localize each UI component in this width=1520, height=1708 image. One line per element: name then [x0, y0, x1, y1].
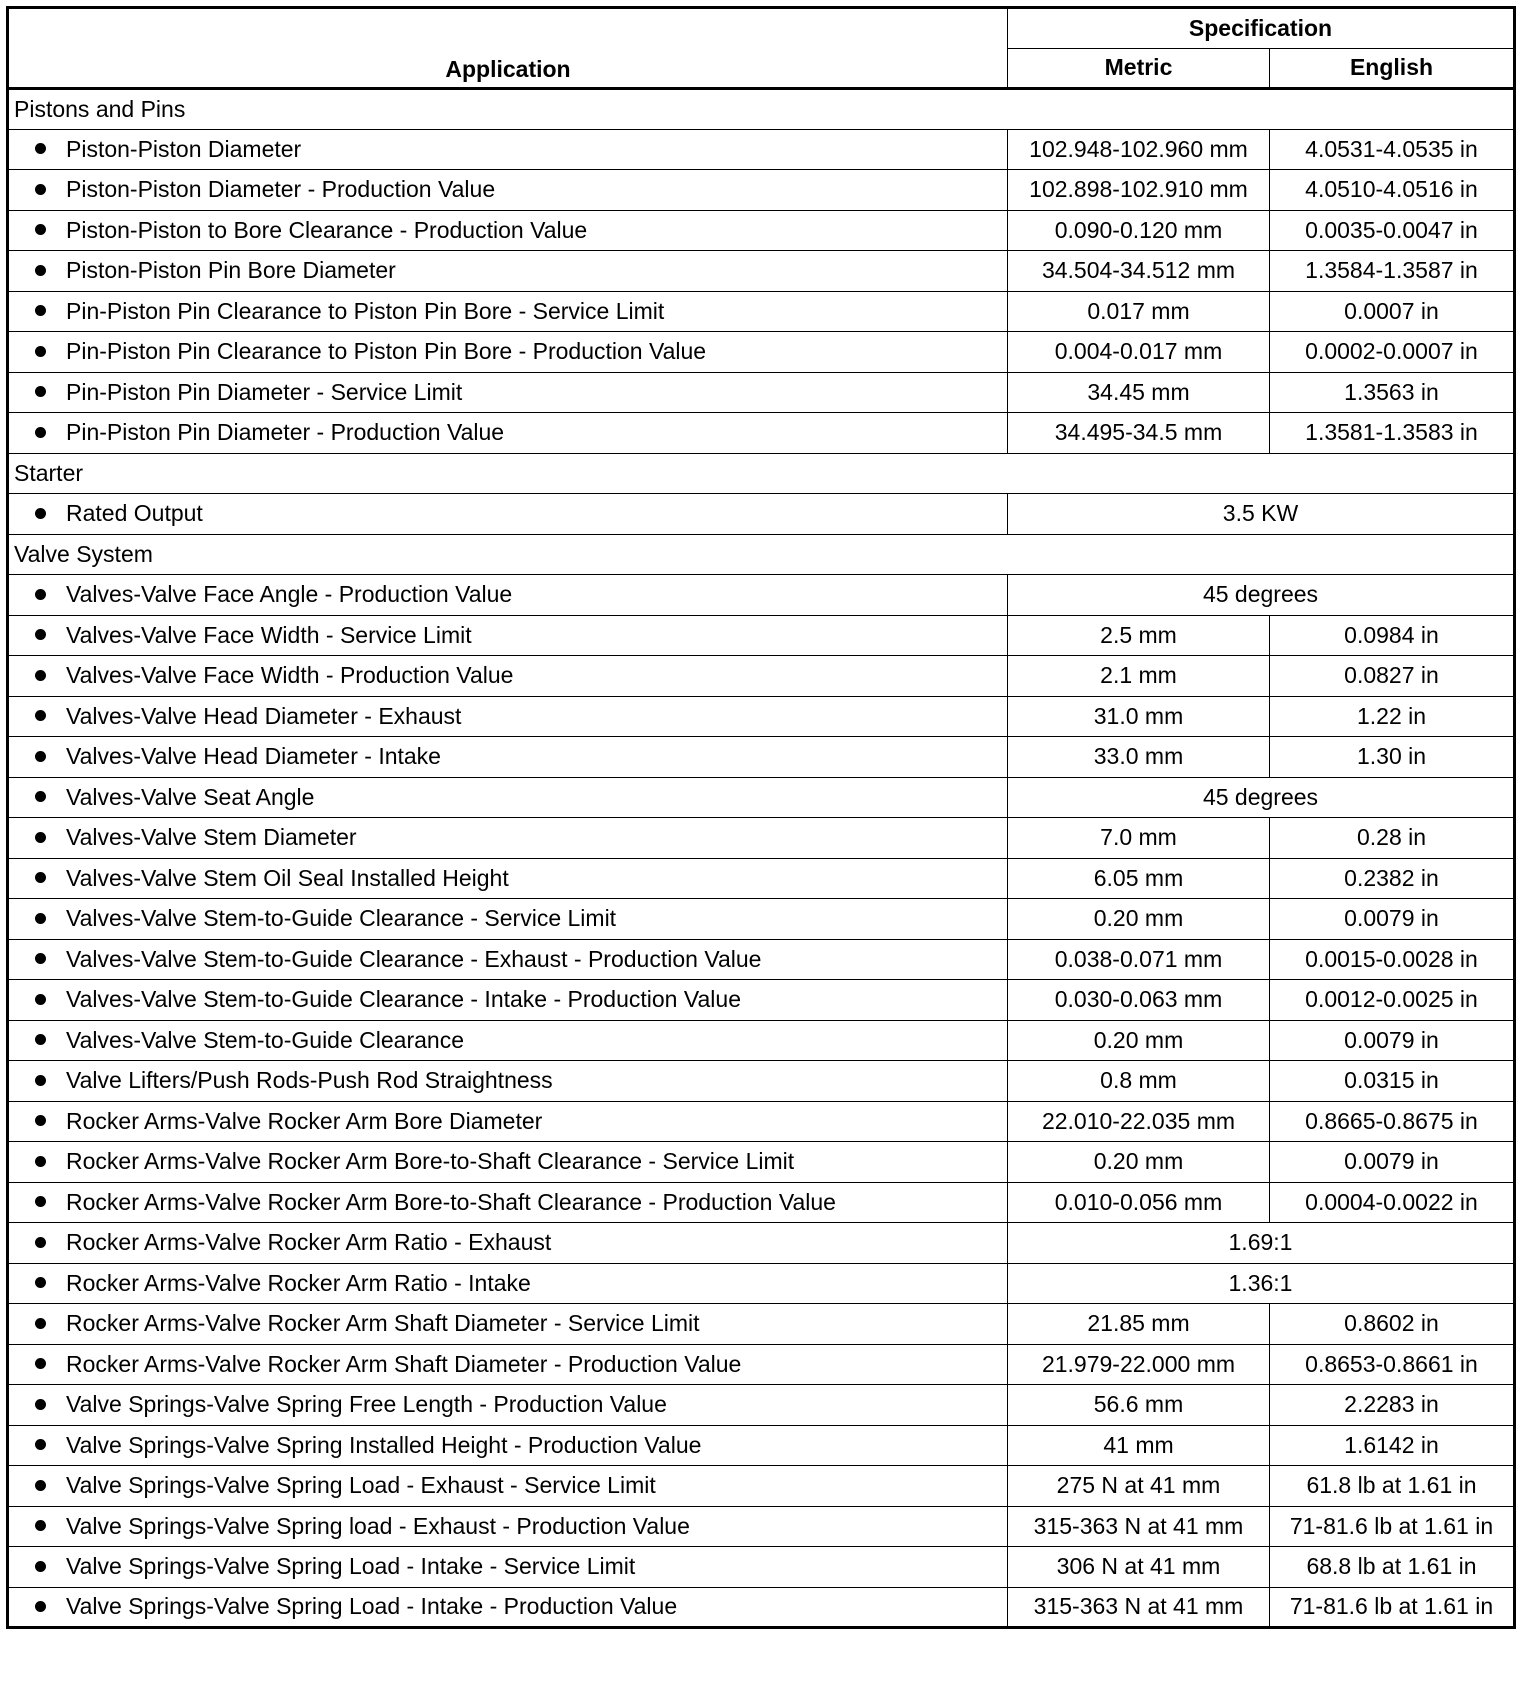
english-value-cell: 1.22 in [1270, 696, 1515, 737]
bullet-icon [35, 832, 46, 843]
application-cell [8, 615, 1008, 656]
application-label: Rocker Arms-Valve Rocker Arm Bore-to-Shaft Clearance - Production Value [66, 1188, 836, 1215]
english-value-cell: 0.2382 in [1270, 858, 1515, 899]
application-label: Valve Springs-Valve Spring Load - Intake - Production Value [66, 1593, 678, 1620]
table-row [8, 1506, 1515, 1547]
bullet-icon [35, 994, 46, 1005]
english-value-cell: 0.28 in [1270, 818, 1515, 859]
application-cell [8, 1020, 1008, 1061]
application-label: Valves-Valve Stem Oil Seal Installed Height [66, 864, 509, 891]
combined-value-cell: 3.5 KW [1008, 494, 1515, 535]
table-row [8, 1547, 1515, 1588]
table-row [8, 170, 1515, 211]
table-row [8, 413, 1515, 454]
metric-value-cell: 41 mm [1008, 1425, 1270, 1466]
application-cell [8, 1587, 1008, 1628]
application-cell [8, 1425, 1008, 1466]
application-label: Rocker Arms-Valve Rocker Arm Bore Diameter [66, 1107, 543, 1134]
english-value-cell: 0.8602 in [1270, 1304, 1515, 1345]
table-row [8, 939, 1515, 980]
table-row [8, 1344, 1515, 1385]
application-cell [8, 1547, 1008, 1588]
bullet-icon [35, 386, 46, 397]
application-cell [8, 1182, 1008, 1223]
table-row [8, 1142, 1515, 1183]
application-cell [8, 291, 1008, 332]
section-row [8, 453, 1515, 494]
table-row [8, 980, 1515, 1021]
bullet-icon [35, 1561, 46, 1572]
table-header [8, 8, 1515, 89]
bullet-icon [35, 872, 46, 883]
bullet-icon [35, 1520, 46, 1531]
english-value-cell: 1.6142 in [1270, 1425, 1515, 1466]
application-cell [8, 332, 1008, 373]
application-label: Valve Springs-Valve Spring Free Length - Production Value [66, 1391, 667, 1418]
table-row [8, 1020, 1515, 1061]
bullet-icon [35, 1601, 46, 1612]
metric-value-cell: 2.1 mm [1008, 656, 1270, 697]
application-cell [8, 980, 1008, 1021]
metric-value-cell: 56.6 mm [1008, 1385, 1270, 1426]
table-row [8, 858, 1515, 899]
section-title: Starter [8, 453, 1515, 494]
metric-value-cell: 102.898-102.910 mm [1008, 170, 1270, 211]
application-cell [8, 1101, 1008, 1142]
bullet-icon [35, 670, 46, 681]
table-row [8, 494, 1515, 535]
application-cell [8, 1061, 1008, 1102]
table-row [8, 899, 1515, 940]
table-row [8, 372, 1515, 413]
application-label: Valve Springs-Valve Spring Installed Height - Production Value [66, 1431, 702, 1458]
english-value-cell: 0.0079 in [1270, 899, 1515, 940]
table-row [8, 737, 1515, 778]
bullet-icon [35, 710, 46, 721]
application-label: Piston-Piston Diameter - Production Value [66, 176, 496, 203]
english-value-cell: 2.2283 in [1270, 1385, 1515, 1426]
english-value-cell: 1.3563 in [1270, 372, 1515, 413]
bullet-icon [35, 1075, 46, 1086]
application-label: Rocker Arms-Valve Rocker Arm Shaft Diameter - Production Value [66, 1350, 742, 1377]
application-label: Pin-Piston Pin Clearance to Piston Pin Bore - Service Limit [66, 297, 665, 324]
bullet-icon [35, 629, 46, 640]
bullet-icon [35, 1318, 46, 1329]
bullet-icon [35, 913, 46, 924]
application-cell [8, 818, 1008, 859]
table-row [8, 1182, 1515, 1223]
metric-value-cell: 2.5 mm [1008, 615, 1270, 656]
bullet-icon [35, 305, 46, 316]
application-cell [8, 251, 1008, 292]
english-value-cell: 68.8 lb at 1.61 in [1270, 1547, 1515, 1588]
application-cell [8, 170, 1008, 211]
application-cell [8, 939, 1008, 980]
application-label: Pin-Piston Pin Diameter - Service Limit [66, 378, 463, 405]
application-label: Rated Output [66, 500, 203, 527]
table-row [8, 777, 1515, 818]
english-value-cell: 0.0079 in [1270, 1142, 1515, 1183]
bullet-icon [35, 1480, 46, 1491]
table-row [8, 1101, 1515, 1142]
application-cell [8, 494, 1008, 535]
metric-value-cell: 0.010-0.056 mm [1008, 1182, 1270, 1223]
bullet-icon [35, 508, 46, 519]
english-value-cell: 0.0004-0.0022 in [1270, 1182, 1515, 1223]
application-cell [8, 1142, 1008, 1183]
english-value-cell: 0.0079 in [1270, 1020, 1515, 1061]
application-cell [8, 1466, 1008, 1507]
application-label: Piston-Piston to Bore Clearance - Production Value [66, 216, 588, 243]
english-value-cell: 61.8 lb at 1.61 in [1270, 1466, 1515, 1507]
table-row [8, 1385, 1515, 1426]
english-value-cell: 71-81.6 lb at 1.61 in [1270, 1587, 1515, 1628]
application-label: Valves-Valve Face Width - Service Limit [66, 621, 472, 648]
metric-value-cell: 102.948-102.960 mm [1008, 129, 1270, 170]
bullet-icon [35, 224, 46, 235]
table-row [8, 696, 1515, 737]
application-label: Rocker Arms-Valve Rocker Arm Ratio - Exhaust [66, 1229, 552, 1256]
application-label: Rocker Arms-Valve Rocker Arm Shaft Diameter - Service Limit [66, 1310, 700, 1337]
metric-value-cell: 0.8 mm [1008, 1061, 1270, 1102]
application-cell [8, 1385, 1008, 1426]
application-label: Valves-Valve Stem Diameter [66, 824, 357, 851]
metric-value-cell: 315-363 N at 41 mm [1008, 1587, 1270, 1628]
english-value-cell: 0.0015-0.0028 in [1270, 939, 1515, 980]
application-label: Valves-Valve Face Width - Production Value [66, 662, 514, 689]
application-label: Pin-Piston Pin Diameter - Production Value [66, 419, 505, 446]
english-value-cell: 0.0007 in [1270, 291, 1515, 332]
metric-value-cell: 275 N at 41 mm [1008, 1466, 1270, 1507]
application-cell [8, 656, 1008, 697]
application-label: Valve Springs-Valve Spring Load - Intake - Service Limit [66, 1553, 636, 1580]
application-label: Valves-Valve Face Angle - Production Value [66, 581, 513, 608]
bullet-icon [35, 184, 46, 195]
english-value-cell: 0.8665-0.8675 in [1270, 1101, 1515, 1142]
bullet-icon [35, 1439, 46, 1450]
english-value-cell: 71-81.6 lb at 1.61 in [1270, 1506, 1515, 1547]
bullet-icon [35, 589, 46, 600]
table-row [8, 291, 1515, 332]
application-cell [8, 372, 1008, 413]
english-value-cell: 0.0035-0.0047 in [1270, 210, 1515, 251]
bullet-icon [35, 953, 46, 964]
specification-table [6, 6, 1516, 1629]
english-value-cell: 0.0315 in [1270, 1061, 1515, 1102]
bullet-icon [35, 1358, 46, 1369]
specification-column-header: Specification [1008, 8, 1515, 49]
table-row [8, 1425, 1515, 1466]
metric-value-cell: 7.0 mm [1008, 818, 1270, 859]
english-value-cell: 1.3584-1.3587 in [1270, 251, 1515, 292]
bullet-icon [35, 751, 46, 762]
table-row [8, 251, 1515, 292]
english-value-cell: 0.0827 in [1270, 656, 1515, 697]
table-row [8, 656, 1515, 697]
bullet-icon [35, 265, 46, 276]
metric-value-cell: 0.20 mm [1008, 899, 1270, 940]
table-row [8, 575, 1515, 616]
section-row [8, 89, 1515, 130]
table-row [8, 332, 1515, 373]
application-cell [8, 1304, 1008, 1345]
application-cell [8, 413, 1008, 454]
application-cell [8, 858, 1008, 899]
english-column-header: English [1270, 48, 1515, 89]
application-label: Valves-Valve Stem-to-Guide Clearance - Service Limit [66, 905, 617, 932]
bullet-icon [35, 143, 46, 154]
metric-value-cell: 34.504-34.512 mm [1008, 251, 1270, 292]
combined-value-cell: 1.69:1 [1008, 1223, 1515, 1264]
table-row [8, 1466, 1515, 1507]
application-label: Valve Springs-Valve Spring Load - Exhaust - Service Limit [66, 1472, 656, 1499]
application-cell [8, 575, 1008, 616]
application-cell [8, 899, 1008, 940]
application-label: Valves-Valve Stem-to-Guide Clearance [66, 1026, 464, 1053]
bullet-icon [35, 1034, 46, 1045]
application-label: Valves-Valve Seat Angle [66, 783, 315, 810]
metric-value-cell: 0.090-0.120 mm [1008, 210, 1270, 251]
metric-value-cell: 0.004-0.017 mm [1008, 332, 1270, 373]
application-label: Rocker Arms-Valve Rocker Arm Bore-to-Shaft Clearance - Service Limit [66, 1148, 795, 1175]
bullet-icon [35, 1115, 46, 1126]
table-row [8, 615, 1515, 656]
section-title: Pistons and Pins [8, 89, 1515, 130]
table-row [8, 129, 1515, 170]
metric-value-cell: 0.20 mm [1008, 1020, 1270, 1061]
english-value-cell: 1.3581-1.3583 in [1270, 413, 1515, 454]
section-row [8, 534, 1515, 575]
application-label: Valve Springs-Valve Spring load - Exhaust - Production Value [66, 1512, 690, 1539]
bullet-icon [35, 1237, 46, 1248]
table-row [8, 1223, 1515, 1264]
metric-value-cell: 306 N at 41 mm [1008, 1547, 1270, 1588]
application-label: Valves-Valve Stem-to-Guide Clearance - Exhaust - Production Value [66, 945, 762, 972]
application-label: Valves-Valve Head Diameter - Exhaust [66, 702, 462, 729]
english-value-cell: 0.0984 in [1270, 615, 1515, 656]
english-value-cell: 0.0012-0.0025 in [1270, 980, 1515, 1021]
application-cell [8, 129, 1008, 170]
application-cell [8, 777, 1008, 818]
application-cell [8, 1223, 1008, 1264]
application-label: Piston-Piston Diameter [66, 135, 302, 162]
combined-value-cell: 1.36:1 [1008, 1263, 1515, 1304]
application-cell [8, 210, 1008, 251]
bullet-icon [35, 1156, 46, 1167]
metric-value-cell: 0.030-0.063 mm [1008, 980, 1270, 1021]
application-cell [8, 1263, 1008, 1304]
english-value-cell: 1.30 in [1270, 737, 1515, 778]
bullet-icon [35, 346, 46, 357]
metric-value-cell: 31.0 mm [1008, 696, 1270, 737]
application-label: Valve Lifters/Push Rods-Push Rod Straightness [66, 1067, 553, 1094]
application-label: Rocker Arms-Valve Rocker Arm Ratio - Intake [66, 1269, 531, 1296]
bullet-icon [35, 1399, 46, 1410]
application-cell [8, 737, 1008, 778]
table-row [8, 818, 1515, 859]
application-label: Piston-Piston Pin Bore Diameter [66, 257, 396, 284]
metric-value-cell: 0.038-0.071 mm [1008, 939, 1270, 980]
table-row [8, 1304, 1515, 1345]
table-row [8, 1587, 1515, 1628]
english-value-cell: 4.0510-4.0516 in [1270, 170, 1515, 211]
application-label: Pin-Piston Pin Clearance to Piston Pin Bore - Production Value [66, 338, 707, 365]
application-cell [8, 1506, 1008, 1547]
application-label: Valves-Valve Head Diameter - Intake [66, 743, 441, 770]
metric-column-header: Metric [1008, 48, 1270, 89]
combined-value-cell: 45 degrees [1008, 575, 1515, 616]
application-cell [8, 696, 1008, 737]
metric-value-cell: 0.017 mm [1008, 291, 1270, 332]
bullet-icon [35, 1196, 46, 1207]
english-value-cell: 0.0002-0.0007 in [1270, 332, 1515, 373]
metric-value-cell: 34.45 mm [1008, 372, 1270, 413]
table-row [8, 1061, 1515, 1102]
application-label: Valves-Valve Stem-to-Guide Clearance - Intake - Production Value [66, 986, 741, 1013]
metric-value-cell: 0.20 mm [1008, 1142, 1270, 1183]
combined-value-cell: 45 degrees [1008, 777, 1515, 818]
table-body [8, 89, 1515, 1628]
bullet-icon [35, 791, 46, 802]
section-title: Valve System [8, 534, 1515, 575]
bullet-icon [35, 427, 46, 438]
bullet-icon [35, 1277, 46, 1288]
application-cell [8, 1344, 1008, 1385]
metric-value-cell: 21.979-22.000 mm [1008, 1344, 1270, 1385]
table-row [8, 210, 1515, 251]
metric-value-cell: 34.495-34.5 mm [1008, 413, 1270, 454]
english-value-cell: 4.0531-4.0535 in [1270, 129, 1515, 170]
metric-value-cell: 6.05 mm [1008, 858, 1270, 899]
metric-value-cell: 21.85 mm [1008, 1304, 1270, 1345]
english-value-cell: 0.8653-0.8661 in [1270, 1344, 1515, 1385]
metric-value-cell: 33.0 mm [1008, 737, 1270, 778]
metric-value-cell: 22.010-22.035 mm [1008, 1101, 1270, 1142]
table-row [8, 1263, 1515, 1304]
metric-value-cell: 315-363 N at 41 mm [1008, 1506, 1270, 1547]
application-column-header: Application [8, 8, 1008, 89]
